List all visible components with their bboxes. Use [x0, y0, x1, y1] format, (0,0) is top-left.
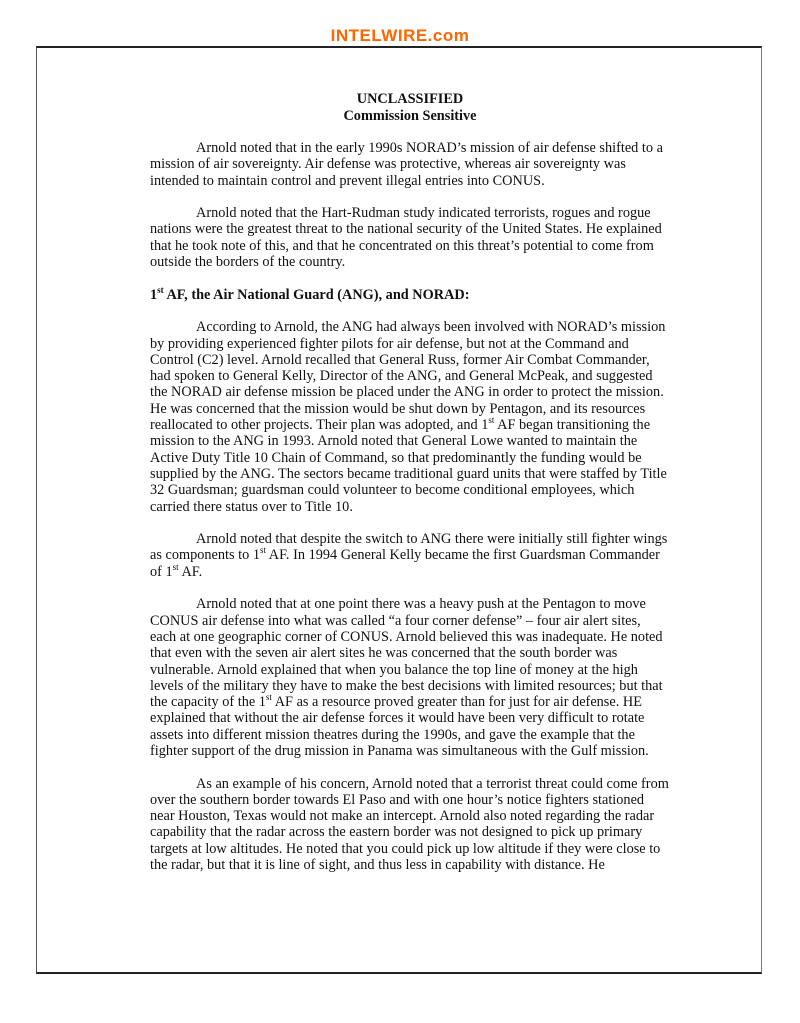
section-heading	[150, 284, 670, 303]
ordinal-suffix: st	[260, 545, 267, 556]
heading-ordinal: st	[157, 284, 164, 295]
paragraph-air-sovereignty: Arnold noted that in the early 1990s NORAD’s mission of air defense shifted to a mission of air sovereignty. Air defense was protective, whereas air sovereignty was intended to maintain control and prevent illegal entries into CONUS.	[150, 140, 663, 189]
ordinal-suffix: st	[488, 415, 495, 426]
paragraph-text: AF.	[178, 563, 203, 580]
heading-text: AF, the Air National Guard (ANG), and NORAD:	[163, 286, 470, 303]
ordinal-suffix: st	[265, 692, 272, 703]
paragraph-fighter-wings	[150, 531, 670, 580]
paragraph-text: AF. In 1994 General Kelly became the first Guardsman Commander of 1	[150, 547, 660, 580]
classification-label: UNCLASSIFIED	[356, 91, 464, 107]
heading-number: 1	[150, 286, 158, 303]
paragraph-text: AF began transitioning the mission to the ANG in 1993. Arnold noted that General Lowe wanted to maintain the Active Duty Title 10 Chain of Command, so that predominantly the funding would be supplied by the ANG. The sectors became traditional guard units that were staffed by Title 32 Guardsman; guardsman could volunteer to become conditional employees, which carried there status over to Title 10.	[150, 417, 667, 515]
paragraph-text: Arnold noted that despite the switch to ANG there were initially still fighter wings as components to 1	[150, 531, 668, 564]
document-header	[150, 91, 670, 124]
paragraph-text: AF as a resource proved greater than for just for air defense. HE explained that without the air defense forces it would have been very difficult to rotate assets into different mission theatres during the 1990s, and gave the example that the fighter support of the drug mission in Panama was simultaneous with the Gulf mission.	[150, 694, 649, 759]
sensitivity-label: Commission Sensitive	[343, 107, 477, 124]
paragraph-ang-history	[150, 319, 670, 515]
paragraph-text: According to Arnold, the ANG had always been involved with NORAD’s mission by providing experienced fighter pilots for air defense, but not at the Command and Control (C2) level. Arnold recalled that General Russ, former Air Combat Commander, had spoken to General Kelly, Director of the ANG, and General McPeak, and suggested the NORAD air defense mission be placed under the ANG in order to protect the mission. He was concerned that the mission would be shut down by Pentagon, and its resources reallocated to other projects. Their plan was adopted, and 1	[150, 319, 666, 434]
paragraph-terrorist-threat: As an example of his concern, Arnold noted that a terrorist threat could come from over the southern border towards El Paso and with one hour’s notice fighters stationed near Houston, Texas would not make an intercept. Arnold also noted regarding the radar capability that the radar across the eastern border was not designed to pick up primary targets at low altitudes. He noted that you could pick up low altitude if they were close to the radar, but that it is line of sight, and thus less in capability with distance. He	[150, 775, 669, 874]
paragraph-four-corner-defense	[150, 596, 670, 759]
watermark-logo: INTELWIRE.com	[330, 26, 470, 45]
ordinal-suffix: st	[172, 561, 179, 572]
paragraph-hart-rudman: Arnold noted that the Hart-Rudman study indicated terrorists, rogues and rogue nations were the greatest threat to the national security of the United States. He explained that he took note of this, and that he concentrated on this threat’s potential to come from outside the borders of the country.	[150, 205, 662, 271]
document-body	[150, 91, 670, 890]
paragraph-text: Arnold noted that at one point there was a heavy push at the Pentagon to move CONUS air defense into what was called “a four corner defense” – four air alert sites, each at one geographic corner of CONUS. Arnold believed this was inadequate. He noted that even with the seven air alert sites he was concerned that the south border was vulnerable. Arnold explained that when you balance the top line of money at the high levels of the military they have to make the best decisions with limited resources; but that the capacity of the 1	[150, 596, 663, 711]
